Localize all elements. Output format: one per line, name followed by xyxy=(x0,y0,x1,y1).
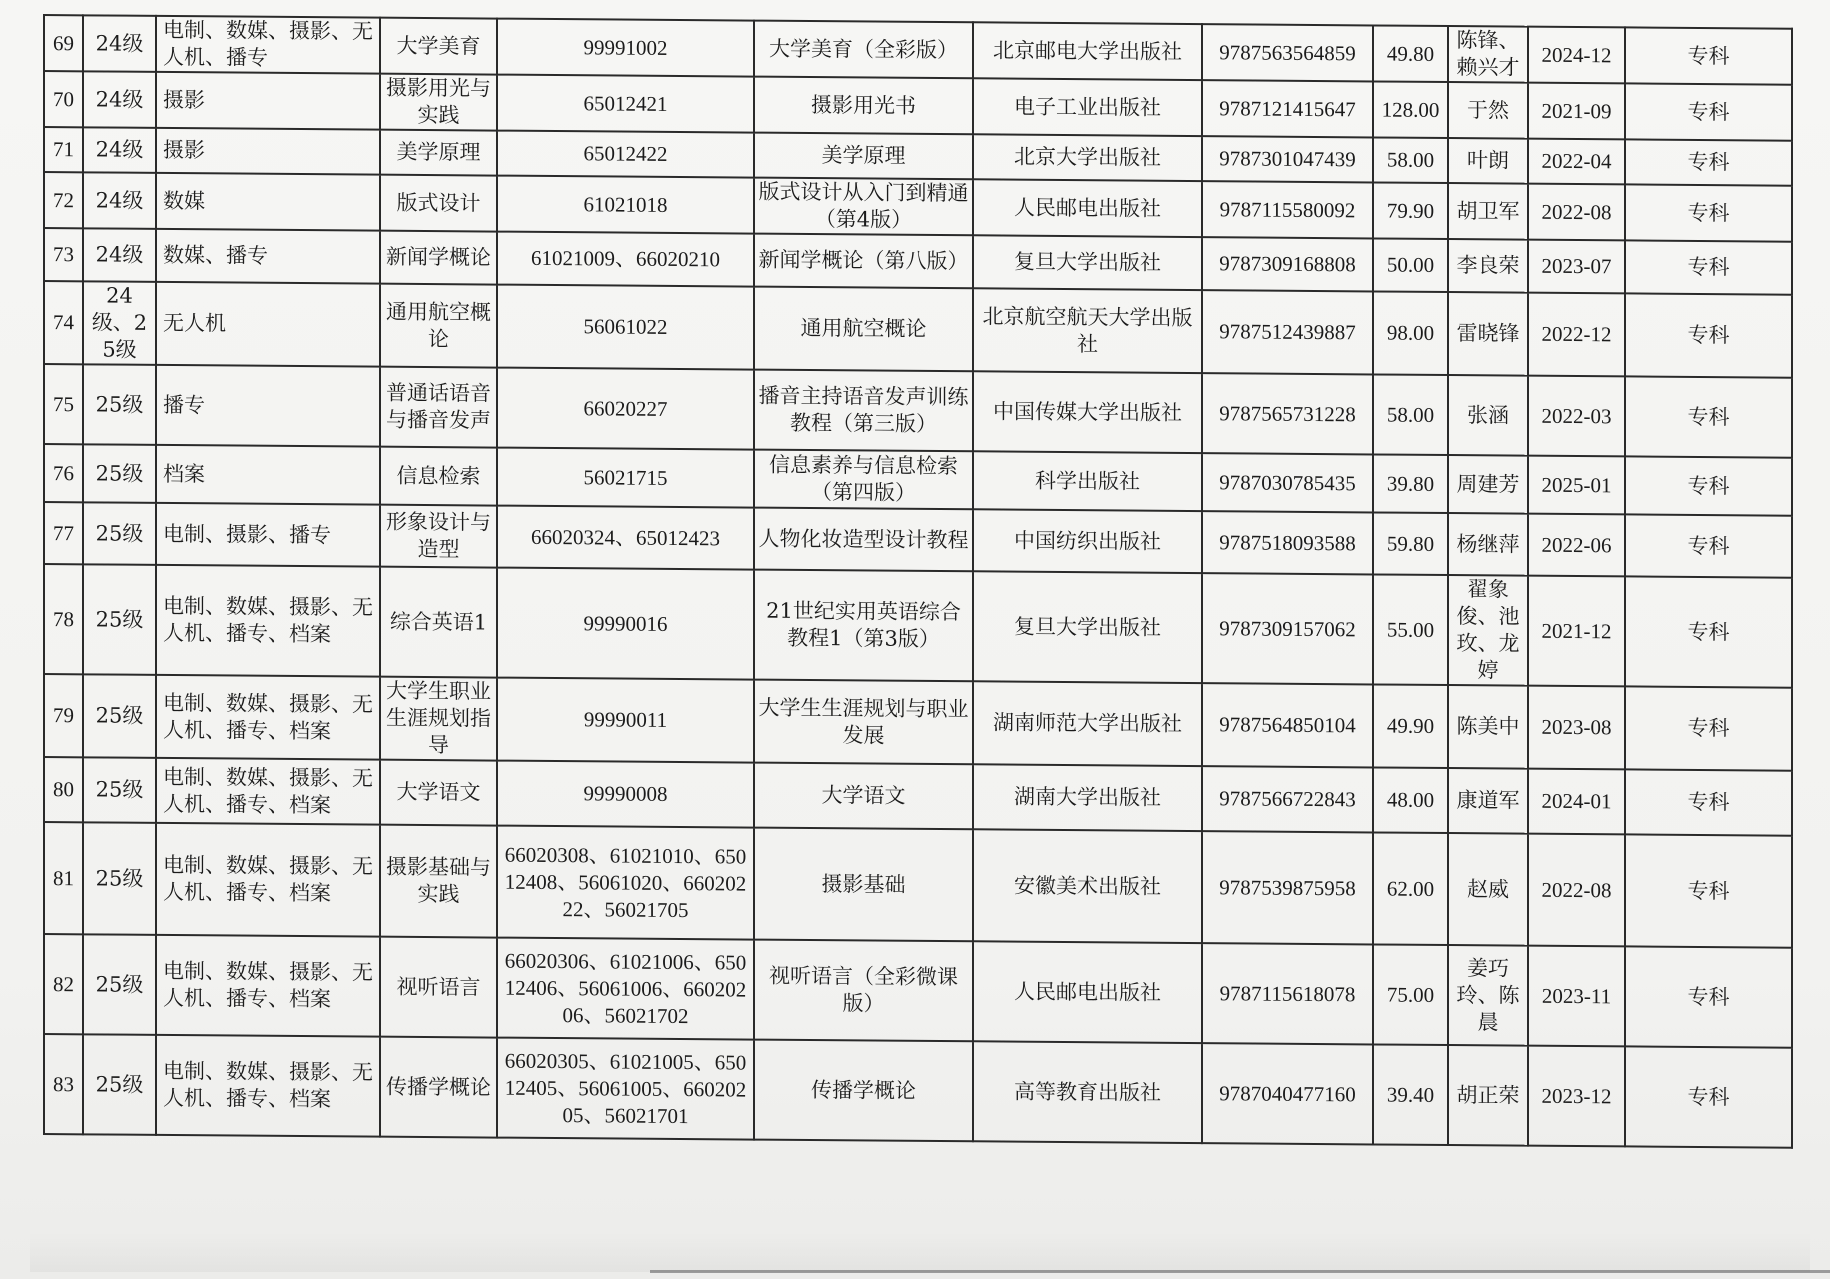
isbn-cell: 9787121415647 xyxy=(1202,80,1373,137)
row-number: 78 xyxy=(44,564,83,674)
grade-cell: 24级 xyxy=(83,172,156,229)
course-cell: 大学美育 xyxy=(380,18,497,75)
level-cell: 专科 xyxy=(1625,686,1792,770)
author-cell: 姜巧玲、陈晨 xyxy=(1448,945,1528,1046)
majors-cell: 数媒、播专 xyxy=(156,229,380,284)
course-code-cell: 56021715 xyxy=(497,448,754,508)
publisher-cell: 安徽美术出版社 xyxy=(973,829,1202,943)
textbook-title-cell: 版式设计从入门到精通（第4版） xyxy=(754,178,973,236)
price-cell: 49.80 xyxy=(1373,25,1448,82)
majors-cell: 摄影 xyxy=(156,128,380,175)
level-cell: 专科 xyxy=(1625,946,1792,1047)
isbn-cell: 9787565731228 xyxy=(1202,373,1373,454)
row-number: 83 xyxy=(44,1034,83,1134)
course-code-cell: 66020305、61021005、65012405、56061005、66020205、56021701 xyxy=(497,1038,754,1140)
level-cell: 专科 xyxy=(1625,514,1792,577)
grade-cell: 24级 xyxy=(83,228,156,282)
publisher-cell: 电子工业出版社 xyxy=(973,78,1202,136)
author-cell: 雷晓锋 xyxy=(1448,292,1528,376)
course-code-cell: 66020324、65012423 xyxy=(497,506,754,570)
publish-date-cell: 2023-11 xyxy=(1528,946,1625,1047)
majors-cell: 电制、数媒、摄影、无人机、播专、档案 xyxy=(156,565,380,677)
publisher-cell: 科学出版社 xyxy=(973,451,1202,511)
author-cell: 于然 xyxy=(1448,82,1528,139)
level-cell: 专科 xyxy=(1625,293,1792,377)
majors-cell: 电制、数媒、摄影、无人机、播专 xyxy=(156,16,380,74)
course-code-cell: 99991002 xyxy=(497,19,754,77)
course-code-cell: 99990016 xyxy=(497,568,754,680)
page-edge-shadow xyxy=(30,1232,1810,1272)
row-number: 71 xyxy=(44,127,83,172)
level-cell: 专科 xyxy=(1625,240,1792,294)
course-cell: 大学语文 xyxy=(380,760,497,826)
level-cell: 专科 xyxy=(1625,456,1792,515)
textbook-title-cell: 大学生生涯规划与职业发展 xyxy=(754,680,973,765)
textbook-title-cell: 21世纪实用英语综合教程1（第3版） xyxy=(754,570,973,682)
isbn-cell: 9787030785435 xyxy=(1202,453,1373,512)
majors-cell: 电制、数媒、摄影、无人机、播专、档案 xyxy=(156,758,380,825)
author-cell: 陈锋、赖兴才 xyxy=(1448,26,1528,83)
publish-date-cell: 2023-07 xyxy=(1528,240,1625,294)
publish-date-cell: 2022-04 xyxy=(1528,139,1625,185)
price-cell: 49.90 xyxy=(1373,684,1448,768)
publish-date-cell: 2025-01 xyxy=(1528,456,1625,515)
publish-date-cell: 2022-03 xyxy=(1528,376,1625,457)
price-cell: 39.40 xyxy=(1373,1044,1448,1145)
grade-cell: 25级 xyxy=(83,444,156,503)
level-cell: 专科 xyxy=(1625,139,1792,185)
level-cell: 专科 xyxy=(1625,376,1792,457)
publisher-cell: 人民邮电出版社 xyxy=(973,179,1202,237)
textbook-title-cell: 通用航空概论 xyxy=(754,287,973,372)
majors-cell: 电制、数媒、摄影、无人机、播专、档案 xyxy=(156,935,380,1037)
price-cell: 59.80 xyxy=(1373,512,1448,575)
publish-date-cell: 2024-01 xyxy=(1528,769,1625,835)
course-code-cell: 65012422 xyxy=(497,131,754,178)
grade-cell: 25级 xyxy=(83,822,156,935)
price-cell: 58.00 xyxy=(1373,374,1448,455)
isbn-cell: 9787040477160 xyxy=(1202,1043,1373,1144)
publisher-cell: 中国纺织出版社 xyxy=(973,509,1202,573)
course-code-cell: 56061022 xyxy=(497,285,754,370)
course-code-cell: 99990011 xyxy=(497,678,754,763)
textbook-title-cell: 新闻学概论（第八版） xyxy=(754,234,973,289)
price-cell: 79.90 xyxy=(1373,182,1448,239)
majors-cell: 无人机 xyxy=(156,282,380,367)
publisher-cell: 北京邮电大学出版社 xyxy=(973,22,1202,80)
table-row xyxy=(44,564,1792,688)
level-cell: 专科 xyxy=(1625,83,1792,140)
majors-cell: 摄影 xyxy=(156,72,380,130)
course-code-cell: 65012421 xyxy=(497,75,754,133)
course-cell: 版式设计 xyxy=(380,175,497,232)
level-cell: 专科 xyxy=(1625,184,1792,241)
textbook-title-cell: 摄影基础 xyxy=(754,828,973,942)
table-row xyxy=(44,934,1792,1048)
grade-cell: 25级 xyxy=(83,564,156,675)
textbook-title-cell: 美学原理 xyxy=(754,133,973,180)
publisher-cell: 北京大学出版社 xyxy=(973,134,1202,181)
grade-cell: 25级 xyxy=(83,757,156,823)
author-cell: 杨继萍 xyxy=(1448,513,1528,576)
table-row xyxy=(44,1034,1792,1148)
course-cell: 形象设计与造型 xyxy=(380,505,497,568)
author-cell: 胡卫军 xyxy=(1448,183,1528,240)
publisher-cell: 人民邮电出版社 xyxy=(973,941,1202,1043)
isbn-cell: 9787539875958 xyxy=(1202,831,1373,944)
course-cell: 信息检索 xyxy=(380,447,497,506)
publisher-cell: 复旦大学出版社 xyxy=(973,235,1202,290)
textbook-title-cell: 播音主持语音发声训练教程（第三版） xyxy=(754,370,973,452)
row-number: 73 xyxy=(44,228,83,281)
publish-date-cell: 2021-12 xyxy=(1528,576,1625,687)
majors-cell: 电制、数媒、摄影、无人机、播专、档案 xyxy=(156,1035,380,1137)
course-cell: 大学生职业生涯规划指导 xyxy=(380,677,497,761)
publisher-cell: 湖南大学出版社 xyxy=(973,764,1202,831)
majors-cell: 数媒 xyxy=(156,173,380,231)
course-cell: 通用航空概论 xyxy=(380,284,497,368)
row-number: 82 xyxy=(44,934,83,1034)
author-cell: 周建芳 xyxy=(1448,455,1528,514)
course-cell: 传播学概论 xyxy=(380,1037,497,1138)
price-cell: 128.00 xyxy=(1373,81,1448,138)
majors-cell: 档案 xyxy=(156,445,380,505)
row-number: 74 xyxy=(44,281,83,364)
row-number: 80 xyxy=(44,757,83,822)
course-cell: 综合英语1 xyxy=(380,567,497,678)
price-cell: 58.00 xyxy=(1373,137,1448,183)
course-cell: 视听语言 xyxy=(380,937,497,1038)
table-row xyxy=(44,822,1792,948)
table-row xyxy=(44,674,1792,771)
author-cell: 胡正荣 xyxy=(1448,1045,1528,1146)
level-cell: 专科 xyxy=(1625,27,1792,84)
grade-cell: 24级 xyxy=(83,71,156,128)
publish-date-cell: 2024-12 xyxy=(1528,27,1625,84)
row-number: 77 xyxy=(44,502,83,564)
price-cell: 39.80 xyxy=(1373,454,1448,513)
grade-cell: 25级 xyxy=(83,1034,156,1135)
isbn-cell: 9787563564859 xyxy=(1202,24,1373,81)
grade-cell: 24级 xyxy=(83,15,156,72)
price-cell: 62.00 xyxy=(1373,832,1448,945)
publisher-cell: 高等教育出版社 xyxy=(973,1041,1202,1143)
row-number: 70 xyxy=(44,71,83,127)
course-code-cell: 66020308、61021010、65012408、56061020、66020222、56021705 xyxy=(497,826,754,940)
textbook-title-cell: 视听语言（全彩微课版） xyxy=(754,940,973,1042)
majors-cell: 电制、数媒、摄影、无人机、播专、档案 xyxy=(156,823,380,937)
course-cell: 美学原理 xyxy=(380,130,497,176)
majors-cell: 播专 xyxy=(156,365,380,447)
grade-cell: 25级 xyxy=(83,502,156,565)
isbn-cell: 9787301047439 xyxy=(1202,136,1373,182)
row-number: 72 xyxy=(44,172,83,228)
price-cell: 48.00 xyxy=(1373,767,1448,833)
course-cell: 普通话语音与播音发声 xyxy=(380,367,497,448)
level-cell: 专科 xyxy=(1625,576,1792,687)
author-cell: 陈美中 xyxy=(1448,685,1528,769)
price-cell: 55.00 xyxy=(1373,574,1448,685)
textbook-title-cell: 大学语文 xyxy=(754,763,973,830)
majors-cell: 电制、数媒、摄影、无人机、播专、档案 xyxy=(156,675,380,760)
author-cell: 叶朗 xyxy=(1448,138,1528,184)
level-cell: 专科 xyxy=(1625,769,1792,835)
table-row xyxy=(44,364,1792,458)
row-number: 81 xyxy=(44,822,83,934)
publish-date-cell: 2022-06 xyxy=(1528,514,1625,577)
course-cell: 新闻学概论 xyxy=(380,231,497,285)
price-cell: 50.00 xyxy=(1373,238,1448,292)
table-row xyxy=(44,281,1792,378)
level-cell: 专科 xyxy=(1625,1046,1792,1147)
isbn-cell: 9787518093588 xyxy=(1202,511,1373,574)
isbn-cell: 9787309157062 xyxy=(1202,573,1373,684)
course-code-cell: 61021009、66020210 xyxy=(497,232,754,287)
row-number: 75 xyxy=(44,364,83,444)
author-cell: 赵威 xyxy=(1448,833,1528,946)
isbn-cell: 9787512439887 xyxy=(1202,290,1373,374)
course-cell: 摄影用光与实践 xyxy=(380,74,497,131)
publisher-cell: 湖南师范大学出版社 xyxy=(973,681,1202,766)
majors-cell: 电制、摄影、播专 xyxy=(156,503,380,567)
publish-date-cell: 2021-09 xyxy=(1528,83,1625,140)
table-body xyxy=(44,15,1792,1148)
price-cell: 98.00 xyxy=(1373,291,1448,375)
course-code-cell: 61021018 xyxy=(497,176,754,234)
textbook-title-cell: 信息素养与信息检索（第四版） xyxy=(754,450,973,510)
level-cell: 专科 xyxy=(1625,834,1792,947)
row-number: 79 xyxy=(44,674,83,757)
publish-date-cell: 2022-08 xyxy=(1528,834,1625,947)
author-cell: 李良荣 xyxy=(1448,239,1528,293)
isbn-cell: 9787309168808 xyxy=(1202,237,1373,291)
textbook-title-cell: 传播学概论 xyxy=(754,1040,973,1142)
isbn-cell: 9787566722843 xyxy=(1202,766,1373,832)
row-number: 76 xyxy=(44,444,83,502)
isbn-cell: 9787115618078 xyxy=(1202,943,1373,1044)
author-cell: 翟象俊、池玫、龙婷 xyxy=(1448,575,1528,686)
course-cell: 摄影基础与实践 xyxy=(380,825,497,938)
grade-cell: 25级 xyxy=(83,934,156,1035)
publish-date-cell: 2023-08 xyxy=(1528,686,1625,770)
textbook-title-cell: 大学美育（全彩版） xyxy=(754,21,973,79)
grade-cell: 24级 xyxy=(83,127,156,173)
grade-cell: 25级 xyxy=(83,674,156,758)
textbook-table xyxy=(43,14,1793,1149)
grade-cell: 25级 xyxy=(83,364,156,445)
publisher-cell: 复旦大学出版社 xyxy=(973,571,1202,683)
course-code-cell: 99990008 xyxy=(497,761,754,828)
grade-cell: 24级、25级 xyxy=(83,281,156,365)
publisher-cell: 北京航空航天大学出版社 xyxy=(973,288,1202,373)
publish-date-cell: 2022-08 xyxy=(1528,184,1625,241)
textbook-title-cell: 人物化妆造型设计教程 xyxy=(754,508,973,572)
publisher-cell: 中国传媒大学出版社 xyxy=(973,371,1202,453)
publish-date-cell: 2022-12 xyxy=(1528,293,1625,377)
publish-date-cell: 2023-12 xyxy=(1528,1046,1625,1147)
row-number: 69 xyxy=(44,15,83,71)
course-code-cell: 66020306、61021006、65012406、56061006、66020206、56021702 xyxy=(497,938,754,1040)
author-cell: 张涵 xyxy=(1448,375,1528,456)
page-edge-line xyxy=(650,1270,1830,1273)
author-cell: 康道军 xyxy=(1448,768,1528,834)
price-cell: 75.00 xyxy=(1373,944,1448,1045)
isbn-cell: 9787115580092 xyxy=(1202,181,1373,238)
textbook-title-cell: 摄影用光书 xyxy=(754,77,973,135)
course-code-cell: 66020227 xyxy=(497,368,754,450)
isbn-cell: 9787564850104 xyxy=(1202,683,1373,767)
